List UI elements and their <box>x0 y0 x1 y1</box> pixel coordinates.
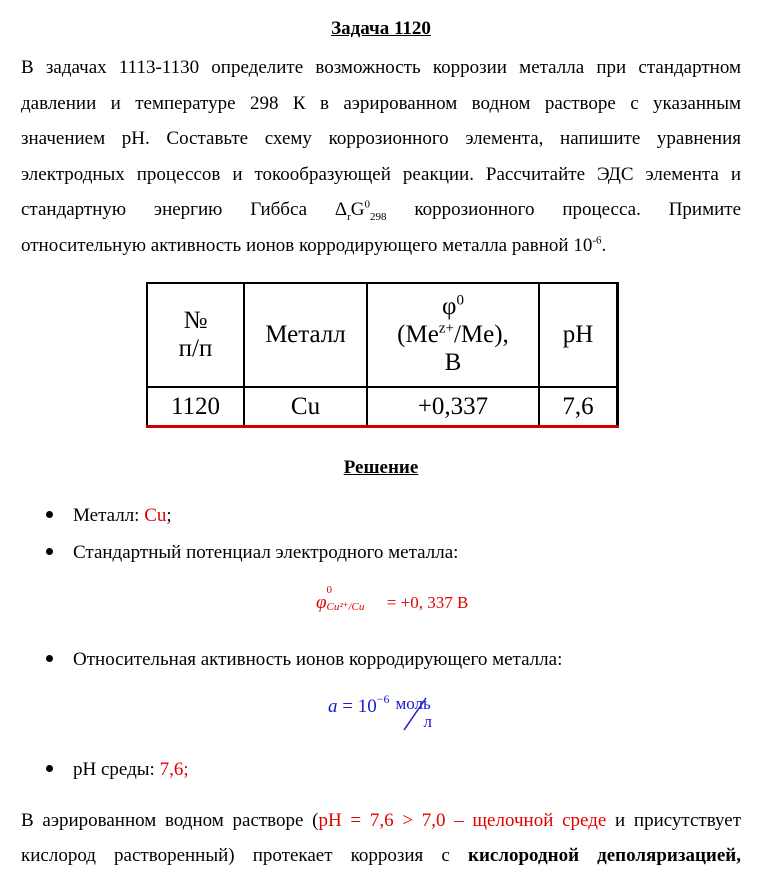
problem-title: Задача 1120 <box>331 18 431 39</box>
unit-numerator: моль <box>395 694 431 713</box>
ph-value: 7,6; <box>159 759 189 780</box>
statement-text: стандартную энергию Гиббса Δ <box>21 199 348 220</box>
formula-superscript: 0 <box>326 584 333 596</box>
paragraph-bold: кислородной деполяризацией, <box>468 845 741 866</box>
charge-superscript: z+ <box>438 320 454 337</box>
standard-potential-formula <box>316 584 469 614</box>
header-ph: pH <box>539 283 618 387</box>
unit-denominator: л <box>423 712 432 731</box>
couple-open: (Me <box>397 321 439 348</box>
cell-ph: 7,6 <box>539 387 618 427</box>
header-metal: Металл <box>244 283 367 387</box>
list-item <box>46 759 189 781</box>
statement-text: G <box>350 199 365 220</box>
paragraph-line <box>21 803 741 838</box>
bullet-icon <box>46 511 53 518</box>
header-number <box>147 283 244 387</box>
header-potential-couple <box>368 321 538 349</box>
paragraph-highlight: pH = 7,6 > 7,0 – щелочной среде <box>318 810 607 831</box>
statement-line: электродных процессов и токообразующей реакции. Рассчитайте ЭДС элемента и <box>21 163 741 185</box>
paragraph-text: кислород растворенный) протекает коррозия с <box>21 845 468 866</box>
bullet-label: Металл: <box>73 505 145 526</box>
activity-exponent: −6 <box>376 692 390 706</box>
cell-number: 1120 <box>147 387 244 427</box>
solution-title: Решение <box>343 457 419 478</box>
phi-symbol: φ <box>442 293 457 320</box>
paragraph-text: и присутствует <box>606 810 742 831</box>
header-potential <box>367 283 539 387</box>
bullet-icon <box>46 548 53 555</box>
formula-scripts <box>326 584 383 614</box>
header-potential-unit: В <box>444 349 462 376</box>
statement-text: коррозионного процесса. Примите <box>386 199 742 220</box>
statement-text: относительную активность ионов корродирующего металла равной 10 <box>21 234 593 256</box>
formula-subscript: Cu²⁺/Cu <box>326 601 365 613</box>
statement-subscript: r <box>347 210 351 223</box>
list-item <box>46 542 458 564</box>
phi-superscript: 0 <box>456 292 464 309</box>
bullet-icon <box>46 765 53 772</box>
couple-close: /Me), <box>453 321 509 348</box>
statement-subscript: 298 <box>370 210 387 223</box>
statement-line <box>21 228 741 264</box>
statement-superscript: -6 <box>592 234 602 247</box>
table-header-row <box>147 283 618 387</box>
table-row <box>147 387 618 427</box>
data-table <box>146 282 619 428</box>
phi-symbol: φ <box>316 592 327 613</box>
list-item <box>46 649 562 671</box>
header-number-symbol: № <box>183 307 208 334</box>
bullet-label: Стандартный потенциал электродного металла: <box>73 542 459 563</box>
list-item <box>46 505 172 527</box>
activity-formula <box>328 694 456 734</box>
metal-value: Cu <box>144 505 167 526</box>
activity-equals: = 10 <box>337 696 377 717</box>
header-potential-phi <box>368 293 538 321</box>
statement-line: значением pH. Составьте схему коррозионного элемента, напишите уравнения <box>21 128 741 149</box>
formula-value: = +0, 337 В <box>382 593 469 612</box>
paragraph-text: В аэрированном водном растворе ( <box>21 810 319 831</box>
bullet-label: pH среды: <box>73 759 160 780</box>
cell-potential: +0,337 <box>367 387 539 427</box>
conclusion-paragraph <box>21 803 741 873</box>
bullet-label: Относительная активность ионов корродирующего металла: <box>73 649 563 670</box>
statement-line: В задачах 1113-1130 определите возможность коррозии металла при стандартном <box>21 57 741 78</box>
activity-unit <box>396 694 456 734</box>
problem-statement <box>21 50 741 263</box>
header-number-label: п/п <box>178 335 213 362</box>
bullet-punct: ; <box>166 505 172 526</box>
statement-line <box>21 192 741 228</box>
statement-line: давлении и температуре 298 К в аэрированном водном растворе с указанным <box>21 92 741 114</box>
activity-symbol: a <box>328 696 338 717</box>
statement-text: . <box>601 234 607 256</box>
statement-superscript: 0 <box>364 198 371 211</box>
bullet-icon <box>46 655 53 662</box>
cell-metal: Cu <box>244 387 367 427</box>
